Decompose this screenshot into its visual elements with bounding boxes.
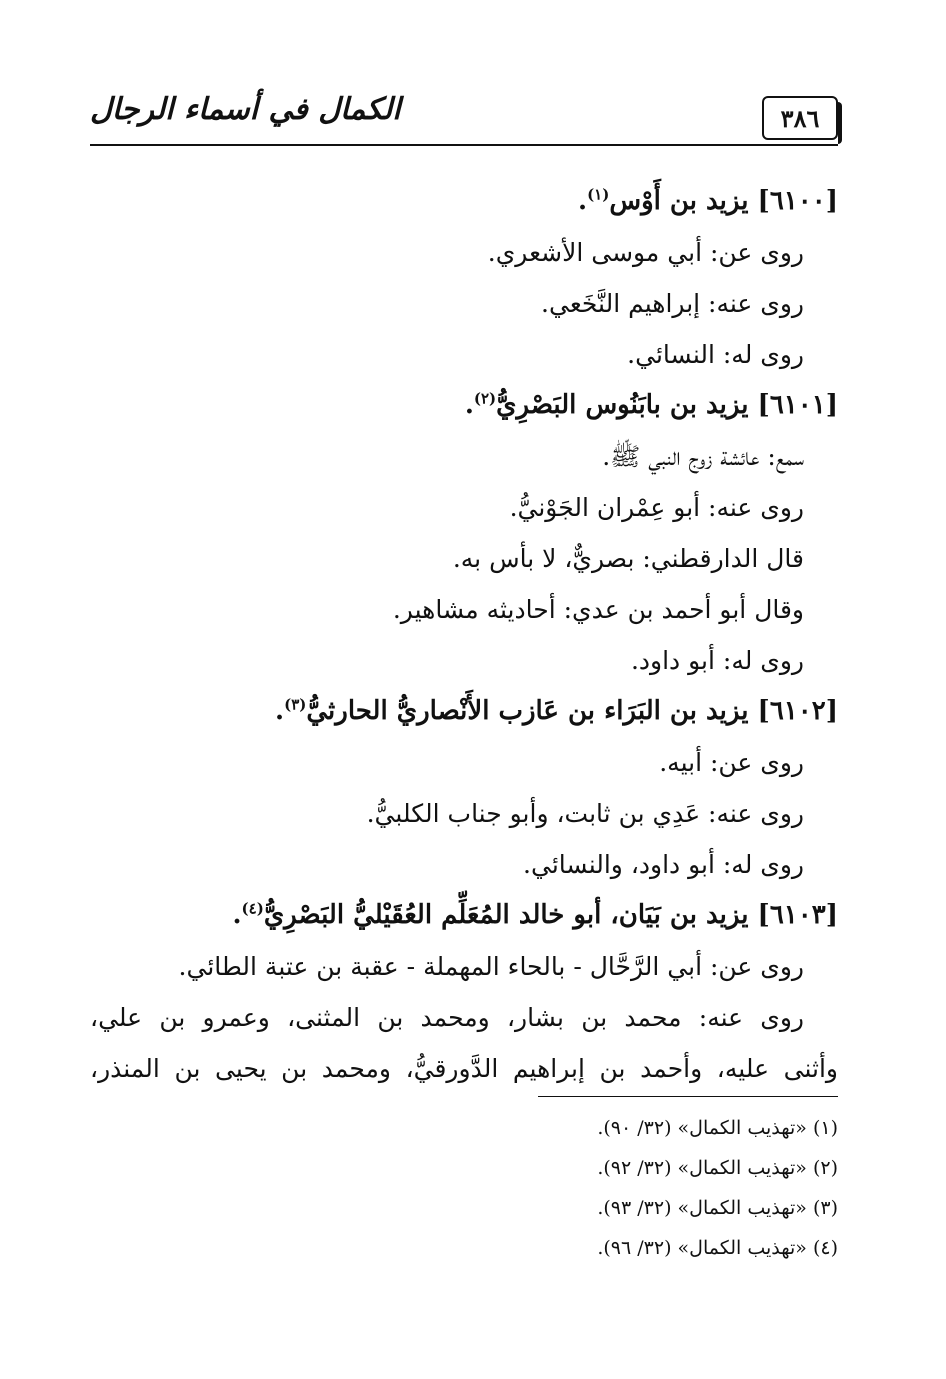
footnote-ref: (٤)	[241, 899, 264, 918]
text-line: روى عنه: عَدِي بن ثابت، وأبو جناب الكلبيُّ.	[366, 799, 804, 828]
entry-heading: [٦١٠٢] يزيد بن البَرَاء بن عَازب الأَنْصاريُّ الحارثيُّ$^{(٣)}$.	[275, 695, 838, 726]
entry-number: [٦١٠٣]	[757, 900, 838, 930]
text-line: وأثنى عليه، وأحمد بن إبراهيم الدَّورقيُّ، ومحمد بن يحيى بن المنذر،	[90, 1054, 838, 1083]
entry-number: [٦١٠١]	[757, 390, 838, 420]
entry-heading: [٦١٠٠] يزيد بن أَوْس$^{(١)}$.	[578, 185, 838, 216]
text-line: وقال أبو أحمد بن عدي: أحاديثه مشاهير.	[392, 595, 804, 624]
entry-title: يزيد بن البَرَاء بن عَازب الأَنْصاريُّ الحارثيُّ	[306, 696, 758, 726]
running-title: الكمال في أسماء الرجال	[90, 92, 401, 127]
footnote: (٣) «تهذيب الكمال» (٣٢/ ٩٣).	[597, 1197, 838, 1219]
entry-heading: [٦١٠٣] يزيد بن بَيَان، أبو خالد المُعَلِّم العُقَيْليُّ البَصْرِيُّ$^{(٤)}$.	[232, 899, 838, 930]
text-line: روى عن: أبي الرَّحَّال - بالحاء المهملة - عقبة بن عتبة الطائي.	[178, 952, 804, 981]
text-line: روى له: النسائي.	[627, 340, 804, 369]
page-number: ٣٨٦	[762, 96, 838, 140]
text-line: سمع: عائشة زوج النبي ﷺ.	[602, 442, 804, 471]
entry-heading: [٦١٠١] يزيد بن بابَنُوس البَصْرِيُّ$^{(٢)}$.	[464, 389, 838, 420]
footnote-rule	[538, 1096, 838, 1097]
footnotes	[90, 1108, 838, 1268]
text-line: روى له: أبو داود.	[630, 646, 804, 675]
footnote: (١) «تهذيب الكمال» (٣٢/ ٩٠).	[597, 1117, 838, 1139]
text-line: قال الدارقطني: بصريٌّ، لا بأس به.	[452, 544, 804, 573]
footnote-ref: (١)	[587, 185, 610, 204]
text-line: روى عن: أبيه.	[659, 748, 804, 777]
page-header	[90, 90, 838, 146]
entry-title: يزيد بن بابَنُوس البَصْرِيُّ	[496, 390, 758, 420]
entry-title: يزيد بن بَيَان، أبو خالد المُعَلِّم العُقَيْليُّ البَصْرِيُّ	[263, 900, 758, 930]
text-line: روى عنه: إبراهيم النَّخَعي.	[541, 289, 804, 318]
entry-number: [٦١٠٠]	[757, 186, 838, 216]
footnote: (٤) «تهذيب الكمال» (٣٢/ ٩٦).	[597, 1237, 838, 1259]
header-rule	[90, 144, 838, 146]
footnote-ref: (٣)	[284, 695, 307, 714]
main-text	[90, 176, 838, 1094]
text-line: روى عنه: محمد بن بشار، ومحمد بن المثنى، وعمرو بن علي،	[90, 1003, 804, 1032]
text-line: روى عن: أبي موسى الأشعري.	[487, 238, 804, 267]
text-line: روى عنه: أبو عِمْران الجَوْنيُّ.	[509, 493, 804, 522]
footnote-ref: (٢)	[473, 389, 497, 408]
text-line: روى له: أبو داود، والنسائي.	[523, 850, 804, 879]
entry-title: يزيد بن أَوْس	[609, 186, 758, 216]
footnote: (٢) «تهذيب الكمال» (٣٢/ ٩٢).	[597, 1157, 838, 1179]
entry-number: [٦١٠٢]	[757, 696, 838, 726]
